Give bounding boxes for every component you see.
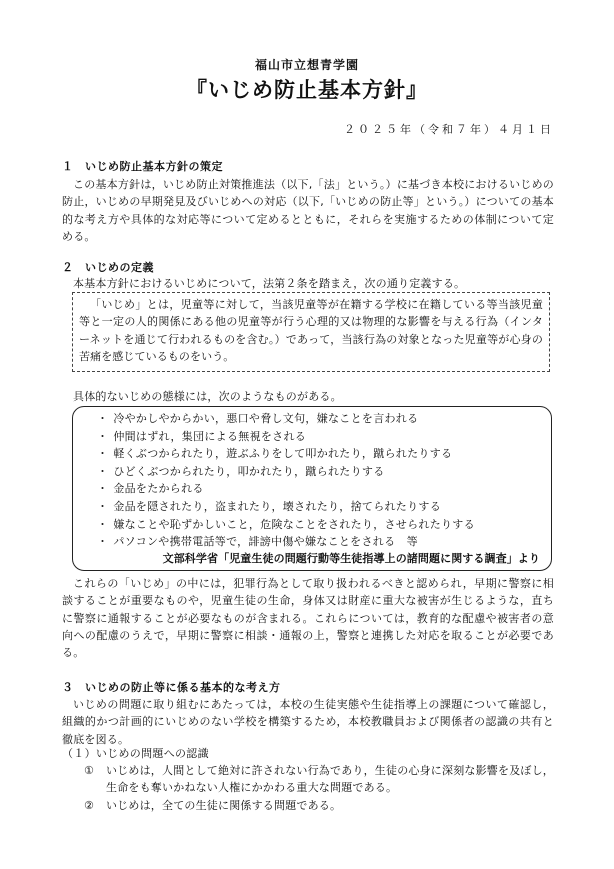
examples-intro: 具体的ないじめの態様には，次のようなものがある。 xyxy=(73,390,342,403)
list-item: ・ 金品を隠されたり，盗まれたり，壊されたり，捨てられたりする xyxy=(97,499,442,513)
school-name: 福山市立想青学園 xyxy=(254,58,359,72)
page-title: 『いじめ防止基本方針』 xyxy=(186,78,428,102)
section2-heading: ２ いじめの定義 xyxy=(62,261,154,274)
definition-text: 「いじめ」とは，児童等に対して，当該児童等が在籍する学校に在籍している等当該児童等と一定の人的関係にある他の児童等が行う心理的又は物理的な影響を与える行為（インターネットを通じて行われるものを含む。）であって，当該行為の対象となった児童等が心身の苦痛を感じているものをいう。 xyxy=(79,298,543,363)
list-item: ・ 仲間はずれ，集団による無視をされる xyxy=(97,429,307,443)
definition-box xyxy=(72,292,550,372)
item-number: ② xyxy=(84,799,95,812)
list-item: ・ 嫌なことや恥ずかしいこと，危険なことをされたり，させられたりする xyxy=(97,517,475,531)
item-1 xyxy=(84,762,554,797)
list-item: ・ 冷やかしやからかい，悪口や脅し文句，嫌なことを言われる xyxy=(97,412,419,425)
examples-list xyxy=(97,410,541,551)
examples-box xyxy=(72,406,552,571)
section3-body: いじめの問題に取り組むにあたっては，本校の生徒実態や生徒指導上の課題について確認し，組織的かつ計画的にいじめのない学校を構築するため，本校教職員および関係者の認識の共有と徹底を図る。 xyxy=(62,698,554,746)
subsection-heading: （１）いじめの問題への認識 xyxy=(62,747,209,760)
item-number: ① xyxy=(84,764,95,777)
item-text: いじめは，全ての生徒に関係する問題である。 xyxy=(106,799,342,812)
section3-heading: ３ いじめの防止等に係る基本的な考え方 xyxy=(62,681,281,694)
document-date: ２０２５年（令和７年）４月１日 xyxy=(344,123,554,136)
item-2 xyxy=(84,797,554,814)
list-item: ・ ひどくぶつかられたり，叩かれたり，蹴られたりする xyxy=(97,464,385,478)
section2-intro: 本基本方針におけるいじめについて，法第２条を踏まえ，次の通り定義する。 xyxy=(73,277,466,290)
list-item: ・ 軽くぶつかられたり，遊ぶふりをして叩かれたり，蹴られたりする xyxy=(97,447,453,461)
list-item: ・ パソコンや携帯電話等で，誹謗中傷や嫌なことをされる 等 xyxy=(97,535,418,549)
section1-body: この基本方針は，いじめ防止対策推進法（以下,「法」という。）に基づき本校におけるいじめの防止，いじめの早期発見及びいじめへの対応（以下,「いじめの防止等」という。）についての基本的な考え方や具体的な対応等について定めるとともに，それらを実施するための体制について定める。 xyxy=(62,178,554,243)
section2-after-text: これらの「いじめ」の中には，犯罪行為として取り扱われるべきと認められ，早期に警察に相談することが重要なものや，児童生徒の生命，身体又は財産に重大な被害が生じるような，直ちに警察に通報することが必要なものが含まれる。これらについては，教育的な配慮や被害者の意向への配慮のうえで，早期に警察に相談・通報の上，警察と連携した対応を取ることが必要である。 xyxy=(62,577,554,660)
examples-source: 文部科学省「児童生徒の問題行動等生徒指導上の諸問題に関する調査」より xyxy=(162,552,540,565)
section1-heading: １ いじめ防止基本方針の策定 xyxy=(62,160,223,173)
list-item: ・ 金品をたかられる xyxy=(97,482,204,496)
item-text: いじめは，人間として絶対に許されない行為であり，生徒の心身に深刻な影響を及ぼし，生命をも奪いかねない人権にかかわる重大な問題である。 xyxy=(106,764,554,795)
